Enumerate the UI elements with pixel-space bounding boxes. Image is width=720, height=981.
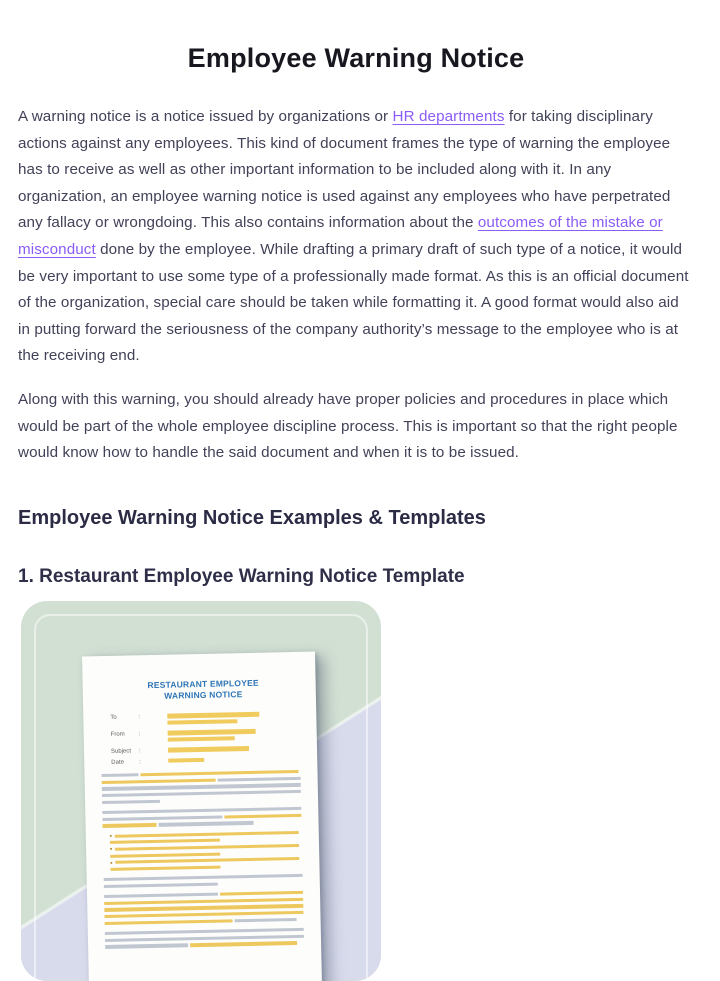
- doc-text-line: [105, 941, 312, 949]
- restaurant-template-preview-image[interactable]: [21, 601, 381, 981]
- doc-text-line: [103, 837, 310, 845]
- doc-text-line: [104, 897, 311, 905]
- doc-field-row: From :: [111, 727, 308, 744]
- doc-text-line: [102, 776, 309, 784]
- doc-text-line: [101, 769, 308, 777]
- doc-text-line: [105, 917, 312, 925]
- doc-fields: [100, 710, 308, 765]
- hr-departments-link[interactable]: HR departments: [392, 108, 505, 125]
- doc-text-line: [102, 813, 309, 821]
- document-title-line1: RESTAURANT EMPLOYEE: [147, 677, 259, 690]
- doc-text-line: [104, 874, 311, 882]
- doc-field-row: Date :: [111, 755, 308, 766]
- doc-field-row: To :: [110, 710, 307, 727]
- intro-text-1: A warning notice is a notice issued by organizations or: [18, 108, 393, 125]
- page-title: Employee Warning Notice: [187, 43, 525, 73]
- doc-field-row: Subject :: [111, 744, 308, 755]
- doc-text-line: [103, 830, 310, 838]
- section-heading-examples-templates: Employee Warning Notice Examples & Templates: [18, 506, 486, 529]
- doc-text-line: [103, 820, 310, 828]
- doc-text-line: [103, 857, 310, 865]
- doc-text-line: [102, 806, 309, 814]
- doc-text-line: [102, 783, 309, 791]
- doc-text-line: [104, 880, 311, 888]
- article: [0, 42, 720, 981]
- doc-body: [101, 769, 312, 948]
- doc-text-line: [104, 890, 311, 898]
- doc-text-line: [103, 850, 310, 858]
- doc-text-line: [103, 863, 310, 871]
- intro-paragraph: [18, 104, 694, 370]
- doc-text-line: [102, 789, 309, 797]
- item-heading-restaurant-template: 1. Restaurant Employee Warning Notice Template: [18, 565, 465, 587]
- doc-text-line: [104, 910, 311, 918]
- outcomes-of-mistake-link[interactable]: outcomes of the mistake or misconduct: [18, 214, 663, 258]
- doc-text-line: [105, 934, 312, 942]
- document-title: [100, 676, 307, 702]
- second-paragraph: Along with this warning, you should already have proper policies and procedures in place which would be part of the whole employee discipline process. This is important so that the right people would know how to handle the said document and when it is to be issued.: [18, 390, 678, 462]
- doc-text-line: [104, 904, 311, 912]
- doc-text-line: [103, 843, 310, 851]
- doc-text-line: [102, 796, 309, 804]
- intro-text-2: for taking disciplinary actions against any employees. This kind of document frames the type of warning the employee has to receive as well as other important information to be included along with it. In any organization, an employee warning notice is used against any employees who have perpetrated any fallacy or wrongdoing. This also contains information about the: [18, 108, 671, 232]
- document-title-line2: WARNING NOTICE: [164, 688, 243, 701]
- intro-text-3: done by the employee. While drafting a primary draft of such type of a notice, it would be very important to use some type of a professionally made format. As this is an official document of the organization, special care should be taken while formatting it. A good format would also aid in putting forward the seriousness of the company authority’s message to the employee who is at the receiving end.: [18, 240, 689, 365]
- document-page: [82, 651, 322, 980]
